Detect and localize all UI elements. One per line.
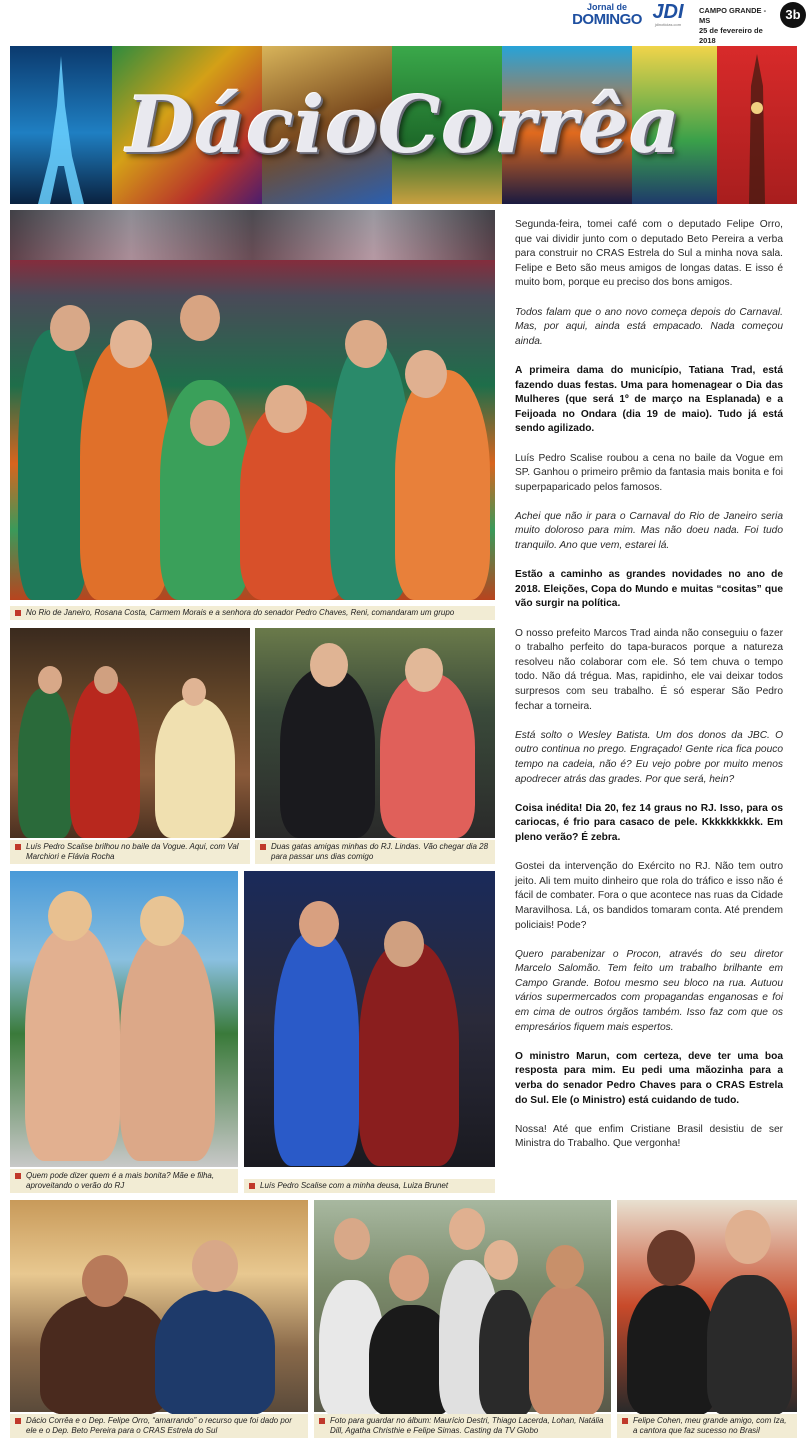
photo-caption bbox=[244, 1179, 495, 1193]
photo-scalise-brunet bbox=[244, 871, 495, 1193]
photo-caption bbox=[617, 1414, 797, 1438]
two-friends-image bbox=[255, 628, 495, 838]
person bbox=[70, 678, 140, 838]
caption-marker bbox=[15, 1418, 21, 1424]
head bbox=[182, 678, 206, 706]
head bbox=[190, 400, 230, 446]
scalise-brunet-image bbox=[244, 871, 495, 1167]
photo-caption bbox=[10, 840, 250, 864]
photo-dacio-orro bbox=[10, 1200, 308, 1438]
head bbox=[82, 1255, 128, 1307]
person bbox=[627, 1285, 717, 1415]
column-paragraph: Quero parabenizar o Procon, através do seu diretor Marcelo Salomão. Tem feito um trabalho brilhante em Campo Grande. Botou mesmo seu bloco na rua. Autuou vários supermercados com propagandas enganosas e foi em cima de outros órgãos também. Isso faz com que os empresários fiquem mais espertos. bbox=[515, 948, 783, 1033]
caption-text: Dácio Corrêa e o Dep. Felipe Orro, “amarrando” o recurso que foi dado por ele e o Dep. Beto Pereira para o CRAS Estrela do Sul bbox=[26, 1416, 292, 1435]
caption-marker bbox=[15, 610, 21, 616]
caption-text: Luís Pedro Scalise com a minha deusa, Luiza Brunet bbox=[260, 1181, 449, 1190]
caption-text: Quem pode dizer quem é a mais bonita? Mãe e filha, aproveitando o verão do RJ bbox=[26, 1171, 215, 1190]
jdi-logo bbox=[650, 2, 686, 28]
jornal-de-domingo-logo bbox=[568, 2, 646, 28]
head bbox=[725, 1210, 771, 1264]
person bbox=[280, 668, 375, 838]
column-paragraph: A primeira dama do município, Tatiana Trad, está fazendo duas festas. Uma para homenagear o Dia das Mulheres (que será 1º de março na Esplanada) e a Feijoada no Ondara (dia 19 de maio). Tudo já está sendo agilizado. bbox=[515, 364, 783, 435]
person bbox=[155, 1290, 275, 1415]
person bbox=[80, 340, 170, 600]
photo-vogue-ball bbox=[10, 628, 250, 864]
head bbox=[310, 643, 348, 687]
photo-caption bbox=[10, 1169, 238, 1193]
head bbox=[38, 666, 62, 694]
head bbox=[192, 1240, 238, 1292]
caption-text: Duas gatas amigas minhas do RJ. Lindas. Vão chegar dia 28 para passar uns dias comigo bbox=[271, 842, 489, 861]
column-paragraph: Nossa! Até que enfim Cristiane Brasil desistiu de ser Ministra do Trabalho. Que vergonha! bbox=[515, 1123, 783, 1150]
head bbox=[265, 385, 307, 433]
cohen-iza-image bbox=[617, 1200, 797, 1412]
person bbox=[395, 370, 490, 600]
column-paragraph: Segunda-feira, tomei café com o deputado Felipe Orro, que vai dividir junto com o deputado Beto Pereira a verba para construir no CRAS Estrela do Sul a minha nova sala. Felipe e Beto são meus amigos de longas datas. E isso é muito bom, porque eu preciso dos bons amigos. bbox=[515, 219, 783, 289]
photo-mother-daughter bbox=[10, 871, 238, 1193]
column-text bbox=[515, 218, 783, 1167]
edition-city: CAMPO GRANDE - MS bbox=[699, 6, 767, 25]
column-paragraph: Estão a caminho as grandes novidades no ano de 2018. Eleições, Copa do Mundo e muitas “cositas” que vão surgir na política. bbox=[515, 569, 783, 610]
person bbox=[120, 931, 215, 1161]
edition-date: 25 de fevereiro de 2018 bbox=[699, 26, 763, 45]
caption-text: Luís Pedro Scalise brilhou no baile da Vogue. Aqui, com Val Marchiori e Flávia Rocha bbox=[26, 842, 239, 861]
photo-caption bbox=[10, 606, 495, 620]
caption-text: Felipe Cohen, meu grande amigo, com Iza, a cantora que faz sucesso no Brasil bbox=[633, 1416, 787, 1435]
head bbox=[389, 1255, 429, 1301]
person bbox=[274, 931, 359, 1166]
head bbox=[405, 648, 443, 692]
column-paragraph: Coisa inédita! Dia 20, fez 14 graus no RJ. Isso, para os cariocas, é frio para casaco de pele. Kkkkkkkkkk. Em pleno verão? É zebra. bbox=[515, 802, 783, 843]
carnival-group-image bbox=[10, 210, 495, 600]
caption-marker bbox=[15, 844, 21, 850]
column-paragraph: Achei que não ir para o Carnaval do Rio de Janeiro seria muito doloroso para mim. Mas não doeu nada. Foi tudo tranquilo. Ano que vem, estarei lá. bbox=[515, 510, 783, 552]
caption-text: Foto para guardar no álbum: Maurício Destri, Thiago Lacerda, Lohan, Natália Dill, Agatha Christhie e Felipe Simas. Casting da TV Globo bbox=[330, 1416, 604, 1435]
head bbox=[405, 350, 447, 398]
head bbox=[50, 305, 90, 351]
head bbox=[94, 666, 118, 694]
head bbox=[647, 1230, 695, 1286]
caption-marker bbox=[249, 1183, 255, 1189]
head bbox=[484, 1240, 518, 1280]
head bbox=[546, 1245, 584, 1289]
column-paragraph: Todos falam que o ano novo começa depois do Carnaval. Mas, por aqui, ainda está empacado. Nada começou ainda. bbox=[515, 306, 783, 347]
jdi-logo-subtext: jdinoticias.com bbox=[654, 22, 682, 27]
caption-marker bbox=[622, 1418, 628, 1424]
column-paragraph: O ministro Marun, com certeza, deve ter uma boa resposta para mim. Eu pedi uma mãozinha para a verba do senador Pedro Chaves para o CRAS Estrela do Sul. Ele (o Ministro) está cuidando de tudo. bbox=[515, 1050, 783, 1106]
vogue-ball-image bbox=[10, 628, 250, 838]
caption-marker bbox=[15, 1173, 21, 1179]
jdi-logo-text: JDI bbox=[652, 1, 684, 23]
caption-text: No Rio de Janeiro, Rosana Costa, Carmem Morais e a senhora do senador Pedro Chaves, Reni, comandaram um grupo bbox=[26, 608, 455, 617]
masthead bbox=[0, 0, 807, 45]
person bbox=[359, 941, 459, 1166]
photo-carnival-group bbox=[10, 210, 495, 620]
column-paragraph: O nosso prefeito Marcos Trad ainda não conseguiu o fazer o trabalho perfeito do tapa-buracos porque a natureza resolveu não colaborar com ele. Só tem chuva o tempo todo. Não dá trégua. Mas, rapidinho, ele vai deixar todos surpresos com seu trabalho. É só esperar São Pedro fechar a torneira. bbox=[515, 627, 783, 712]
caption-marker bbox=[260, 844, 266, 850]
person bbox=[707, 1275, 792, 1415]
stands-band bbox=[10, 210, 495, 260]
head bbox=[48, 891, 92, 941]
person bbox=[155, 698, 235, 838]
column-paragraph: Gostei da intervenção do Exército no RJ. Não tem outro jeito. Ali tem muito dinheiro que rola do tráfico e isso não é fácil de combater. Fora o que acontece nas ruas da Cidade Maravilhosa. Lá, os bandidos tomaram conta. Até prendem policiais! Pode? bbox=[515, 861, 783, 931]
caption-marker bbox=[319, 1418, 325, 1424]
head bbox=[299, 901, 339, 947]
person bbox=[40, 1295, 170, 1415]
photo-caption bbox=[314, 1414, 611, 1438]
dacio-orro-image bbox=[10, 1200, 308, 1412]
head bbox=[449, 1208, 485, 1250]
photo-globo-cast bbox=[314, 1200, 611, 1438]
photo-cohen-iza bbox=[617, 1200, 797, 1438]
head bbox=[180, 295, 220, 341]
person bbox=[380, 673, 475, 838]
head bbox=[110, 320, 152, 368]
column-paragraph: Luís Pedro Scalise roubou a cena no baile da Vogue em SP. Ganhou o primeiro prêmio da fantasia mais bonita e foi superpaparicado pelos famosos. bbox=[515, 452, 783, 493]
logo-top-text: Jornal de bbox=[586, 2, 627, 12]
column-banner bbox=[10, 46, 797, 204]
head bbox=[334, 1218, 370, 1260]
page-number-badge: 3b bbox=[780, 2, 806, 28]
head bbox=[345, 320, 387, 368]
globo-cast-image bbox=[314, 1200, 611, 1412]
person bbox=[479, 1290, 534, 1415]
head bbox=[384, 921, 424, 967]
logo-main-text: DOMINGO bbox=[572, 11, 642, 28]
mother-daughter-image bbox=[10, 871, 238, 1167]
banner-title: DácioCorrêa bbox=[126, 80, 681, 171]
column-paragraph: Está solto o Wesley Batista. Um dos donos da JBC. O outro continua no prego. Engraçado! Gente rica fica pouco tempo na cadeia, não é? Eu vejo pobre por muito menos apodrecer atrás das grades. Por que será, hein? bbox=[515, 729, 783, 785]
person bbox=[18, 688, 73, 838]
photo-two-friends bbox=[255, 628, 495, 864]
person bbox=[25, 926, 120, 1161]
person bbox=[529, 1285, 604, 1415]
photo-caption bbox=[10, 1414, 308, 1438]
person bbox=[18, 330, 88, 600]
photo-caption bbox=[255, 840, 495, 864]
edition-info bbox=[699, 6, 779, 46]
head bbox=[140, 896, 184, 946]
